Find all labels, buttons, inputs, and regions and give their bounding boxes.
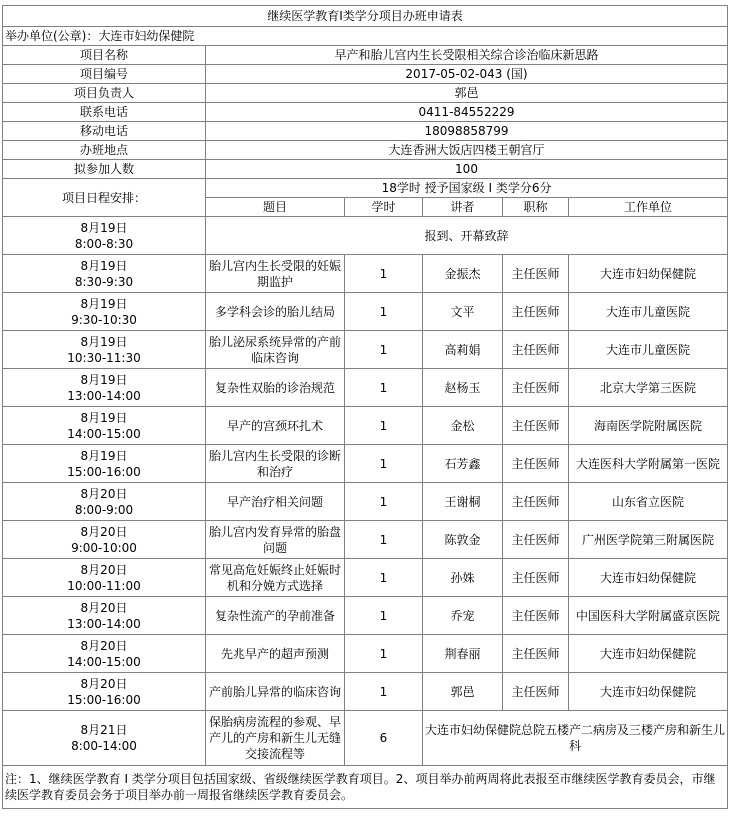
session-hours: 1 <box>345 407 423 445</box>
session-datetime <box>3 445 206 483</box>
credit-summary: 18学时 授予国家级 I 类学分6分 <box>206 179 728 198</box>
column-header-title: 职称 <box>503 198 569 217</box>
session-hours: 1 <box>345 369 423 407</box>
session-row <box>3 369 728 407</box>
session-speaker: 高莉娟 <box>423 331 503 369</box>
session-unit: 大连市妇幼保健院 <box>569 255 728 293</box>
application-form-table <box>2 5 728 809</box>
session-speaker: 乔宠 <box>423 597 503 635</box>
session-title: 主任医师 <box>503 559 569 597</box>
session-datetime <box>3 673 206 711</box>
info-label-venue: 办班地点 <box>3 141 206 160</box>
session-row <box>3 407 728 445</box>
session-time: 8:00-9:00 <box>74 502 134 517</box>
info-value-phone: 0411-84552229 <box>206 103 728 122</box>
session-speaker: 郭邑 <box>423 673 503 711</box>
column-header-hours: 学时 <box>345 198 423 217</box>
session-topic: 常见高危妊娠终止妊娠时机和分娩方式选择 <box>206 559 345 597</box>
visit-topic: 保胎病房流程的参观、早产儿的产房和新生儿无缝交接流程等 <box>206 711 345 766</box>
session-hours: 1 <box>345 597 423 635</box>
session-topic: 胎儿泌尿系统异常的产前临床咨询 <box>206 331 345 369</box>
session-topic: 产前胎儿异常的临床咨询 <box>206 673 345 711</box>
session-topic: 胎儿宫内生长受限的妊娠期监护 <box>206 255 345 293</box>
session-time: 13:00-14:00 <box>67 388 141 403</box>
session-hours: 1 <box>345 331 423 369</box>
session-topic: 先兆早产的超声预测 <box>206 635 345 673</box>
form-title: 继续医学教育I类学分项目办班申请表 <box>3 6 728 27</box>
session-row <box>3 483 728 521</box>
session-datetime <box>3 483 206 521</box>
info-value-venue: 大连香洲大饭店四楼王朝宫厅 <box>206 141 728 160</box>
session-date: 8月19日 <box>80 372 128 387</box>
session-datetime <box>3 369 206 407</box>
session-title: 主任医师 <box>503 521 569 559</box>
column-header-unit: 工作单位 <box>569 198 728 217</box>
session-time: 10:00-11:00 <box>67 578 141 593</box>
session-speaker: 石芳鑫 <box>423 445 503 483</box>
session-time: 14:00-15:00 <box>67 654 141 669</box>
session-date: 8月20日 <box>80 524 128 539</box>
session-unit: 山东省立医院 <box>569 483 728 521</box>
visit-time: 8:00-14:00 <box>71 739 137 753</box>
session-time: 9:00-10:00 <box>71 540 137 555</box>
opening-date: 8月19日 <box>80 220 128 235</box>
visit-row <box>3 711 728 766</box>
session-datetime <box>3 635 206 673</box>
session-row <box>3 293 728 331</box>
info-label-project-leader: 项目负责人 <box>3 84 206 103</box>
session-title: 主任医师 <box>503 331 569 369</box>
session-row <box>3 255 728 293</box>
session-unit: 大连医科大学附属第一医院 <box>569 445 728 483</box>
session-time: 10:30-11:30 <box>67 350 141 365</box>
visit-place: 大连市妇幼保健院总院五楼产二病房及三楼产房和新生儿科 <box>423 711 728 766</box>
session-unit: 大连市儿童医院 <box>569 331 728 369</box>
session-topic: 复杂性双胎的诊治规范 <box>206 369 345 407</box>
session-date: 8月20日 <box>80 638 128 653</box>
info-value-project-name: 早产和胎儿宫内生长受限相关综合诊治临床新思路 <box>206 46 728 65</box>
session-row <box>3 331 728 369</box>
session-topic: 胎儿宫内生长受限的诊断和治疗 <box>206 445 345 483</box>
session-date: 8月19日 <box>80 258 128 273</box>
session-row <box>3 597 728 635</box>
session-unit: 海南医学院附属医院 <box>569 407 728 445</box>
session-row <box>3 673 728 711</box>
session-datetime <box>3 331 206 369</box>
column-header-speaker: 讲者 <box>423 198 503 217</box>
visit-date: 8月21日 <box>80 723 128 737</box>
session-title: 主任医师 <box>503 255 569 293</box>
session-title: 主任医师 <box>503 407 569 445</box>
session-row <box>3 521 728 559</box>
info-label-participants: 拟参加人数 <box>3 160 206 179</box>
session-speaker: 文平 <box>423 293 503 331</box>
info-label-mobile: 移动电话 <box>3 122 206 141</box>
session-title: 主任医师 <box>503 635 569 673</box>
session-speaker: 陈敦金 <box>423 521 503 559</box>
info-label-phone: 联系电话 <box>3 103 206 122</box>
visit-hours: 6 <box>345 711 423 766</box>
info-value-project-leader: 郭邑 <box>206 84 728 103</box>
session-hours: 1 <box>345 293 423 331</box>
session-time: 9:30-10:30 <box>71 312 137 327</box>
session-hours: 1 <box>345 559 423 597</box>
session-unit: 大连市儿童医院 <box>569 293 728 331</box>
session-title: 主任医师 <box>503 445 569 483</box>
session-date: 8月19日 <box>80 334 128 349</box>
session-datetime <box>3 407 206 445</box>
session-speaker: 赵杨玉 <box>423 369 503 407</box>
session-date: 8月19日 <box>80 410 128 425</box>
session-topic: 早产治疗相关问题 <box>206 483 345 521</box>
session-datetime <box>3 255 206 293</box>
session-time: 15:00-16:00 <box>67 464 141 479</box>
session-datetime <box>3 559 206 597</box>
session-time: 14:00-15:00 <box>67 426 141 441</box>
session-topic: 早产的宫颈环扎术 <box>206 407 345 445</box>
session-unit: 中国医科大学附属盛京医院 <box>569 597 728 635</box>
session-time: 13:00-14:00 <box>67 616 141 631</box>
session-row <box>3 559 728 597</box>
session-unit: 大连市妇幼保健院 <box>569 673 728 711</box>
visit-datetime <box>3 711 206 766</box>
session-title: 主任医师 <box>503 293 569 331</box>
session-title: 主任医师 <box>503 673 569 711</box>
session-topic: 胎儿宫内发育异常的胎盘问题 <box>206 521 345 559</box>
session-row <box>3 445 728 483</box>
session-date: 8月20日 <box>80 486 128 501</box>
session-datetime <box>3 597 206 635</box>
session-datetime <box>3 521 206 559</box>
organizer-row <box>3 27 728 46</box>
info-label-project-number: 项目编号 <box>3 65 206 84</box>
session-unit: 大连市妇幼保健院 <box>569 635 728 673</box>
opening-text: 报到、开幕致辞 <box>206 217 728 255</box>
session-date: 8月19日 <box>80 448 128 463</box>
organizer-value: 大连市妇幼保健院 <box>98 29 195 43</box>
footnote: 注：1、继续医学教育 I 类学分项目包括国家级、省级继续医学教育项目。2、项目举办前两周将此表报至市继续医学教育委员会，市继续医学教育委员会务于项目举办前一周报省继续医学教育委员会。 <box>3 766 728 809</box>
session-row <box>3 635 728 673</box>
session-hours: 1 <box>345 673 423 711</box>
session-hours: 1 <box>345 445 423 483</box>
session-unit: 广州医学院第三附属医院 <box>569 521 728 559</box>
opening-time: 8:00-8:30 <box>74 236 134 251</box>
session-topic: 复杂性流产的孕前准备 <box>206 597 345 635</box>
session-date: 8月19日 <box>80 296 128 311</box>
session-time: 15:00-16:00 <box>67 692 141 707</box>
info-label-project-name: 项目名称 <box>3 46 206 65</box>
info-value-mobile: 18098858799 <box>206 122 728 141</box>
session-speaker: 金松 <box>423 407 503 445</box>
session-hours: 1 <box>345 483 423 521</box>
session-time: 8:30-9:30 <box>74 274 134 289</box>
session-hours: 1 <box>345 635 423 673</box>
session-speaker: 孙姝 <box>423 559 503 597</box>
session-date: 8月20日 <box>80 600 128 615</box>
session-speaker: 金振杰 <box>423 255 503 293</box>
session-unit: 北京大学第三医院 <box>569 369 728 407</box>
session-title: 主任医师 <box>503 483 569 521</box>
session-speaker: 王谢桐 <box>423 483 503 521</box>
session-datetime <box>3 293 206 331</box>
opening-datetime <box>3 217 206 255</box>
info-value-project-number: 2017-05-02-043 (国) <box>206 65 728 84</box>
session-hours: 1 <box>345 521 423 559</box>
organizer-label: 举办单位(公章)： <box>5 29 99 43</box>
schedule-label: 项目日程安排： <box>3 179 206 217</box>
column-header-topic: 题目 <box>206 198 345 217</box>
session-hours: 1 <box>345 255 423 293</box>
session-title: 主任医师 <box>503 597 569 635</box>
session-title: 主任医师 <box>503 369 569 407</box>
session-date: 8月20日 <box>80 562 128 577</box>
session-date: 8月20日 <box>80 676 128 691</box>
session-topic: 多学科会诊的胎儿结局 <box>206 293 345 331</box>
info-value-participants: 100 <box>206 160 728 179</box>
session-unit: 大连市妇幼保健院 <box>569 559 728 597</box>
session-speaker: 荆春丽 <box>423 635 503 673</box>
